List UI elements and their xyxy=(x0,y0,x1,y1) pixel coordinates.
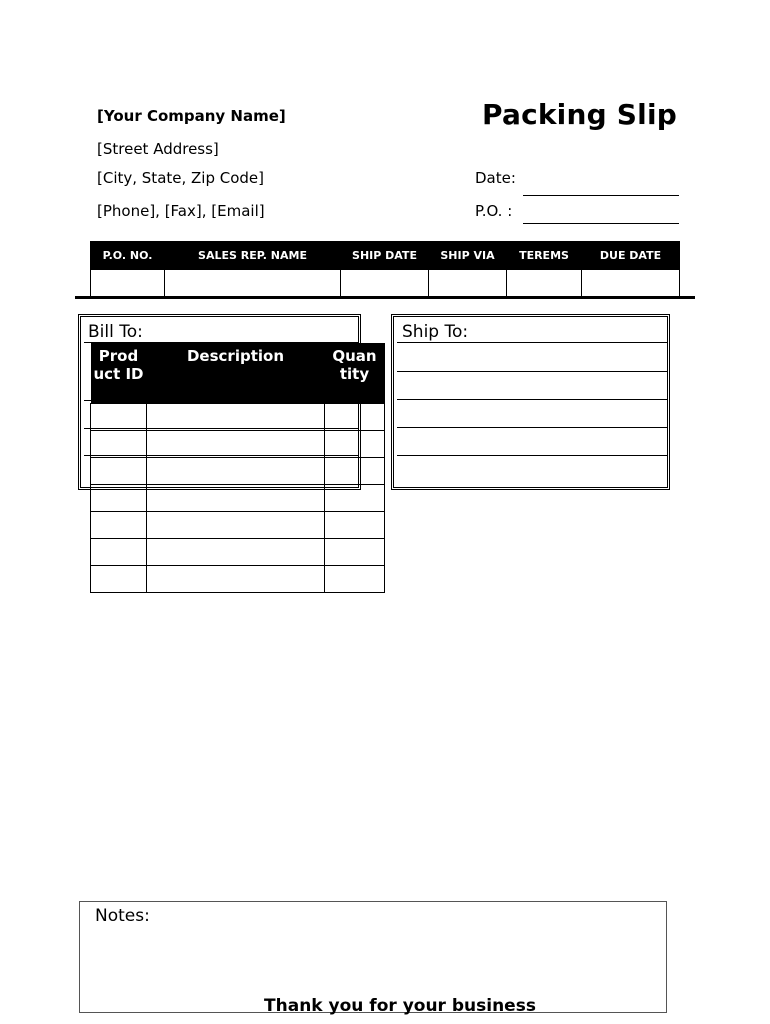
table-row xyxy=(91,512,385,539)
description-cell[interactable] xyxy=(147,485,325,512)
street-address: [Street Address] xyxy=(97,140,219,158)
bill-to-label: Bill To: xyxy=(88,322,143,342)
product-id-cell[interactable] xyxy=(91,485,147,512)
table-row xyxy=(91,566,385,593)
header-po-no: P.O. NO. xyxy=(91,241,165,270)
table-row xyxy=(91,485,385,512)
header-sales-rep: SALES REP. NAME xyxy=(165,241,341,270)
quantity-cell[interactable] xyxy=(325,458,385,485)
product-id-cell[interactable] xyxy=(91,539,147,566)
date-field-line xyxy=(523,195,679,196)
description-cell[interactable] xyxy=(147,404,325,431)
ship-to-row-line xyxy=(397,399,667,400)
description-cell[interactable] xyxy=(147,458,325,485)
ship-to-row-line xyxy=(397,455,667,456)
company-name: [Your Company Name] xyxy=(97,107,286,125)
order-info-table xyxy=(90,241,680,298)
po-label: P.O. : xyxy=(475,202,513,220)
page-title: Packing Slip xyxy=(482,98,678,131)
terms-cell[interactable] xyxy=(507,270,582,298)
quantity-cell[interactable] xyxy=(325,512,385,539)
table-row xyxy=(91,431,385,458)
table-row xyxy=(91,270,680,298)
items-table xyxy=(90,343,385,593)
quantity-cell[interactable] xyxy=(325,485,385,512)
ship-to-row-line xyxy=(397,342,667,343)
description-cell[interactable] xyxy=(147,431,325,458)
header-due-date: DUE DATE xyxy=(582,241,680,270)
po-no-cell[interactable] xyxy=(91,270,165,298)
quantity-cell[interactable] xyxy=(325,431,385,458)
quantity-cell[interactable] xyxy=(325,404,385,431)
city-state-zip: [City, State, Zip Code] xyxy=(97,169,265,187)
header-product-id: Prod uct ID xyxy=(91,343,147,404)
product-id-cell[interactable] xyxy=(91,566,147,593)
table-row xyxy=(91,539,385,566)
date-label: Date: xyxy=(475,169,516,187)
header-quantity: Quan tity xyxy=(325,343,385,404)
ship-date-cell[interactable] xyxy=(341,270,429,298)
thank-you-message: Thank you for your business xyxy=(264,996,536,1016)
sales-rep-cell[interactable] xyxy=(165,270,341,298)
ship-to-row-line xyxy=(397,427,667,428)
ship-to-label: Ship To: xyxy=(402,322,469,342)
description-cell[interactable] xyxy=(147,539,325,566)
product-id-cell[interactable] xyxy=(91,458,147,485)
ship-to-row-line xyxy=(397,371,667,372)
table-row xyxy=(91,404,385,431)
description-cell[interactable] xyxy=(147,512,325,539)
description-cell[interactable] xyxy=(147,566,325,593)
quantity-cell[interactable] xyxy=(325,539,385,566)
section-divider xyxy=(75,296,695,299)
product-id-cell[interactable] xyxy=(91,512,147,539)
due-date-cell[interactable] xyxy=(582,270,680,298)
contact-info: [Phone], [Fax], [Email] xyxy=(97,202,265,220)
header-ship-date: SHIP DATE xyxy=(341,241,429,270)
product-id-cell[interactable] xyxy=(91,431,147,458)
po-field-line xyxy=(523,223,679,224)
header-ship-via: SHIP VIA xyxy=(429,241,507,270)
ship-via-cell[interactable] xyxy=(429,270,507,298)
notes-label: Notes: xyxy=(95,906,150,926)
header-terms: TEREMS xyxy=(507,241,582,270)
product-id-cell[interactable] xyxy=(91,404,147,431)
table-row xyxy=(91,458,385,485)
header-description: Description xyxy=(147,343,325,404)
quantity-cell[interactable] xyxy=(325,566,385,593)
